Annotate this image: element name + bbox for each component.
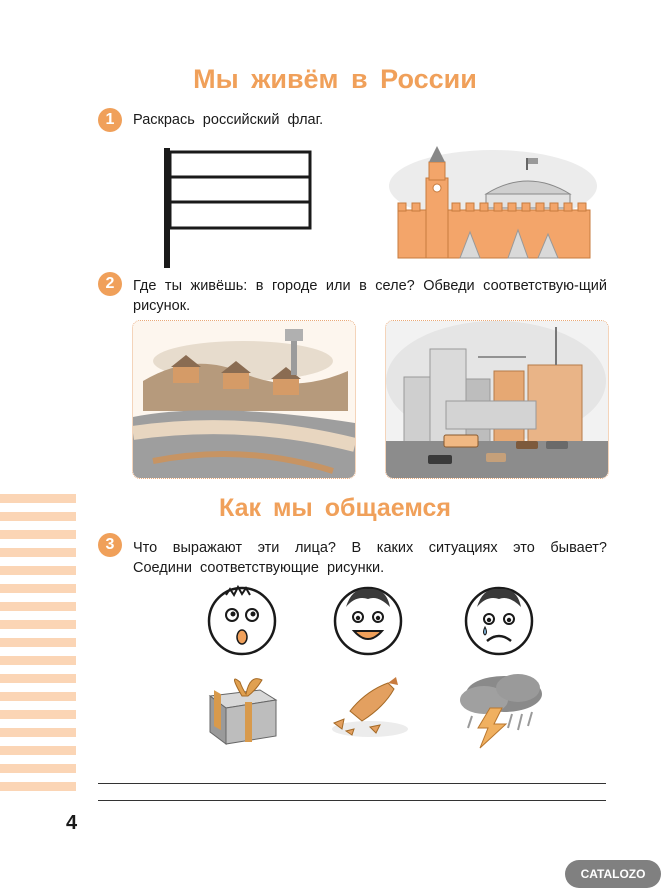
flag-outline[interactable] bbox=[160, 148, 320, 272]
kremlin-illustration bbox=[388, 146, 598, 262]
writing-line bbox=[98, 783, 606, 784]
section-title-russia: Мы живём в России bbox=[193, 64, 477, 94]
village-picture[interactable] bbox=[132, 320, 356, 479]
storm-cloud-picture[interactable] bbox=[454, 668, 548, 750]
gift-box-picture[interactable] bbox=[200, 668, 282, 748]
flag-body[interactable] bbox=[170, 152, 310, 228]
task-number-badge: 3 bbox=[98, 533, 122, 557]
task-1-text: Раскрась российский флаг. bbox=[133, 112, 324, 128]
section-title-communication: Как мы общаемся bbox=[219, 494, 451, 522]
surprised-face[interactable] bbox=[204, 581, 280, 657]
task-number-badge: 1 bbox=[98, 108, 122, 132]
watermark-logo: CATALOZO bbox=[565, 860, 661, 888]
village-illustration bbox=[133, 321, 355, 478]
page-number: 4 bbox=[66, 812, 78, 834]
task-2-text: Где ты живёшь: в городе или в селе? Обведи соответствую-щий рисунок. bbox=[133, 278, 607, 314]
broken-toy-picture[interactable] bbox=[326, 673, 410, 743]
city-picture[interactable] bbox=[385, 320, 609, 479]
city-illustration bbox=[386, 321, 608, 478]
decorative-stripes bbox=[0, 494, 76, 800]
sad-face[interactable] bbox=[461, 581, 537, 657]
writing-line bbox=[98, 800, 606, 801]
happy-face[interactable] bbox=[330, 581, 406, 657]
task-3-text: Что выражают эти лица? В каких ситуациях это бывает? Соедини соответствующие рисунки. bbox=[133, 540, 607, 576]
task-number-badge: 2 bbox=[98, 272, 122, 296]
